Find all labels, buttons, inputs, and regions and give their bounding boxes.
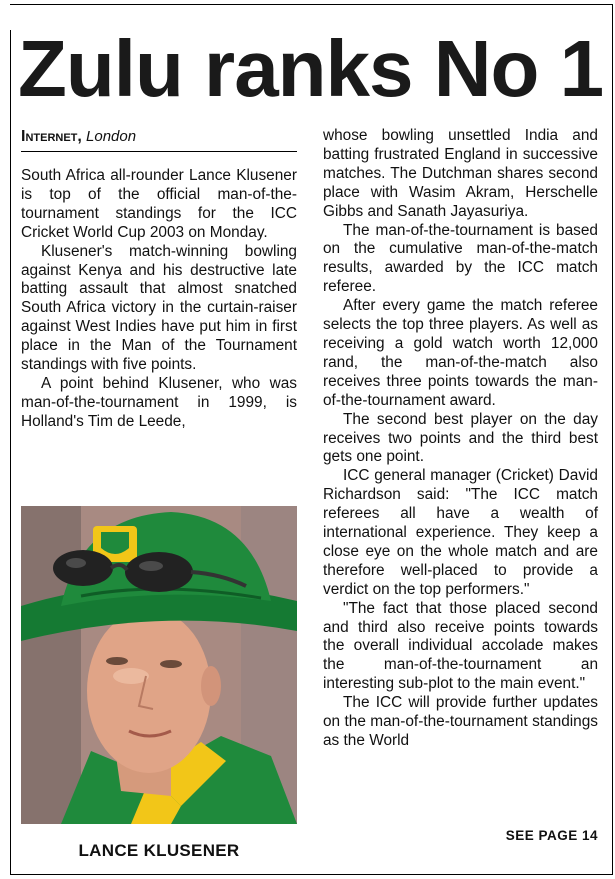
- player-photo: [21, 506, 297, 824]
- paragraph: The man-of-the-tournament is based on the cumulative man-of-the-match results, awarded by the ICC match referee.: [323, 221, 598, 296]
- article-column-1: [21, 167, 297, 432]
- dateline-source: Internet,: [21, 128, 82, 145]
- paragraph: The second best player on the day receives two points and the third best gets one point.: [323, 410, 598, 466]
- paragraph: After every game the match referee selects the top three players. As well as receiving a gold watch worth 12,000 rand, the man-of-the-match also receives three points towards the man-of-the-tournament award.: [323, 297, 598, 409]
- paragraph: whose bowling unsettled India and batting frustrated England in successive matches. The Dutchman shares second place with Wasim Akram, Herschelle Gibbs and Sanath Jayasuriya.: [323, 127, 598, 220]
- dateline: [21, 128, 297, 152]
- dateline-city: London: [86, 128, 137, 145]
- article-column-2: [323, 127, 598, 751]
- photo-caption: LANCE KLUSENER: [78, 841, 240, 860]
- left-border-rule: [10, 30, 11, 875]
- continuation-reference[interactable]: SEE PAGE 14: [505, 828, 598, 843]
- headline: Zulu ranks No 1: [18, 24, 604, 113]
- right-border-rule: [612, 4, 613, 875]
- bottom-border-rule: [10, 874, 613, 875]
- top-border-rule: [10, 4, 613, 5]
- paragraph: The ICC will provide further updates on the man-of-the-tournament standings as the World: [323, 694, 598, 749]
- paragraph: A point behind Klusener, who was man-of-the-tournament in 1999, is Holland's Tim de Leede,: [21, 374, 297, 430]
- paragraph: Klusener's match-winning bowling against Kenya and his destructive late batting assault that almost snatched South Africa victory in the curtain-raiser against West Indies have put him in first place in the Man of the Tournament standings with five points.: [21, 242, 297, 374]
- paragraph: ICC general manager (Cricket) David Richardson said: "The ICC match referees all have a wealth of international experience. They keep a close eye on the whole match and are therefore well-placed to provide a verdict on the top performers.": [323, 467, 598, 598]
- paragraph: South Africa all-rounder Lance Klusener is top of the official man-of-the-tournament standings for the ICC Cricket World Cup 2003 on Monday.: [21, 167, 297, 241]
- paragraph: "The fact that those placed second and third also receive points towards the overall individual accolade makes the man-of-the-tournament an interesting sub-plot to the main event.": [323, 599, 598, 693]
